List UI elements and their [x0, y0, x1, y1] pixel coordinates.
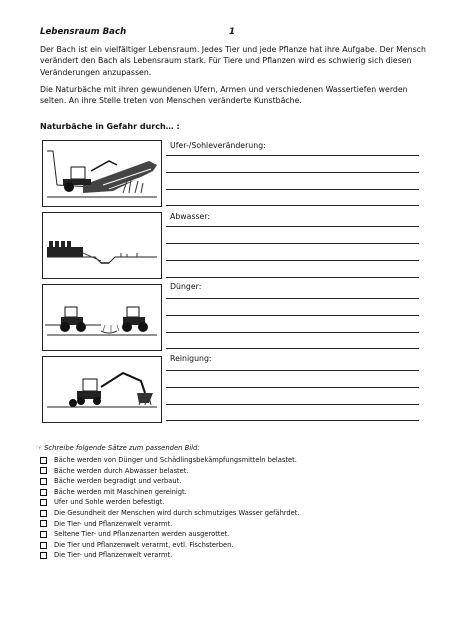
answer-line[interactable]: [166, 205, 419, 206]
checkbox[interactable]: [40, 457, 47, 464]
excavator-bank-icon: [42, 140, 162, 207]
answer-line[interactable]: [166, 420, 419, 421]
answer-line[interactable]: [166, 243, 419, 244]
worksheet-title: Lebensraum Bach: [40, 27, 127, 37]
checkbox[interactable]: [40, 531, 47, 538]
checkbox[interactable]: [40, 510, 47, 517]
checkbox[interactable]: [40, 489, 47, 496]
answer-line[interactable]: [166, 370, 419, 371]
row-label-duenger: Dünger:: [170, 282, 202, 291]
answer-line[interactable]: [166, 315, 419, 316]
section-heading: Naturbäche in Gefahr durch… :: [40, 122, 180, 131]
tractors-fertilizer-icon: [42, 284, 162, 351]
row-label-ufer: Ufer-/Sohleveränderung:: [170, 141, 266, 150]
list-item: Die Gesundheit der Menschen wird durch schmutziges Wasser gefährdet.: [40, 508, 300, 519]
checkbox[interactable]: [40, 552, 47, 559]
list-item: Ufer und Sohle werden befestigt.: [40, 497, 300, 508]
excavator-cleaning-icon: [42, 356, 162, 423]
list-item: Bäche werden begradigt und verbaut.: [40, 476, 300, 487]
factory-wastewater-icon: [42, 212, 162, 279]
list-item: Bäche werden mit Maschinen gereinigt.: [40, 487, 300, 498]
answer-line[interactable]: [166, 332, 419, 333]
intro-paragraph-2: Die Naturbäche mit ihren gewundenen Ufern, Armen und verschiedenen Wassertiefen werden selten. An ihre Stelle treten von Menschen veränderte Kunstbäche.: [40, 85, 408, 106]
checkbox[interactable]: [40, 467, 47, 474]
list-item: Seltene Tier- und Pflanzenarten werden ausgerottet.: [40, 529, 300, 540]
page-number: 1: [229, 27, 235, 37]
list-item: Bäche werden durch Abwasser belastet.: [40, 466, 300, 477]
list-item: Die Tier- und Pflanzenwelt verarmt.: [40, 519, 300, 530]
answer-line[interactable]: [166, 172, 419, 173]
answer-line[interactable]: [166, 298, 419, 299]
row-label-reinigung: Reinigung:: [170, 354, 212, 363]
checkbox[interactable]: [40, 478, 47, 485]
pointing-hand-icon: ☞: [36, 444, 43, 452]
row-label-abwasser: Abwasser:: [170, 212, 211, 221]
list-item: Die Tier- und Pflanzenwelt verarmt.: [40, 550, 300, 561]
answer-line[interactable]: [166, 404, 419, 405]
answer-line[interactable]: [166, 260, 419, 261]
checkbox[interactable]: [40, 542, 47, 549]
answer-line[interactable]: [166, 348, 419, 349]
answer-line[interactable]: [166, 277, 419, 278]
intro-paragraph-1: Der Bach ist ein vielfältiger Lebensraum. Jedes Tier und jede Pflanze hat ihre Aufgabe. Der Mensch verändert den Bach als Lebensraum stark. Für Tiere und Pflanzen wird es schwierig sich diesen Veränderungen anzupassen.: [40, 45, 426, 77]
instruction: [36, 444, 200, 452]
answer-line[interactable]: [166, 387, 419, 388]
answer-line[interactable]: [166, 226, 419, 227]
list-item: Die Tier und Pflanzenwelt verarmt, evtl. Fischsterben.: [40, 540, 300, 551]
answer-line[interactable]: [166, 155, 419, 156]
checkbox[interactable]: [40, 520, 47, 527]
list-item: Bäche werden von Dünger und Schädlingsbekämpfungsmitteln belastet.: [40, 455, 300, 466]
instruction-text: Schreibe folgende Sätze zum passenden Bild:: [44, 444, 200, 452]
sentence-list: [40, 455, 300, 561]
checkbox[interactable]: [40, 499, 47, 506]
answer-line[interactable]: [166, 189, 419, 190]
